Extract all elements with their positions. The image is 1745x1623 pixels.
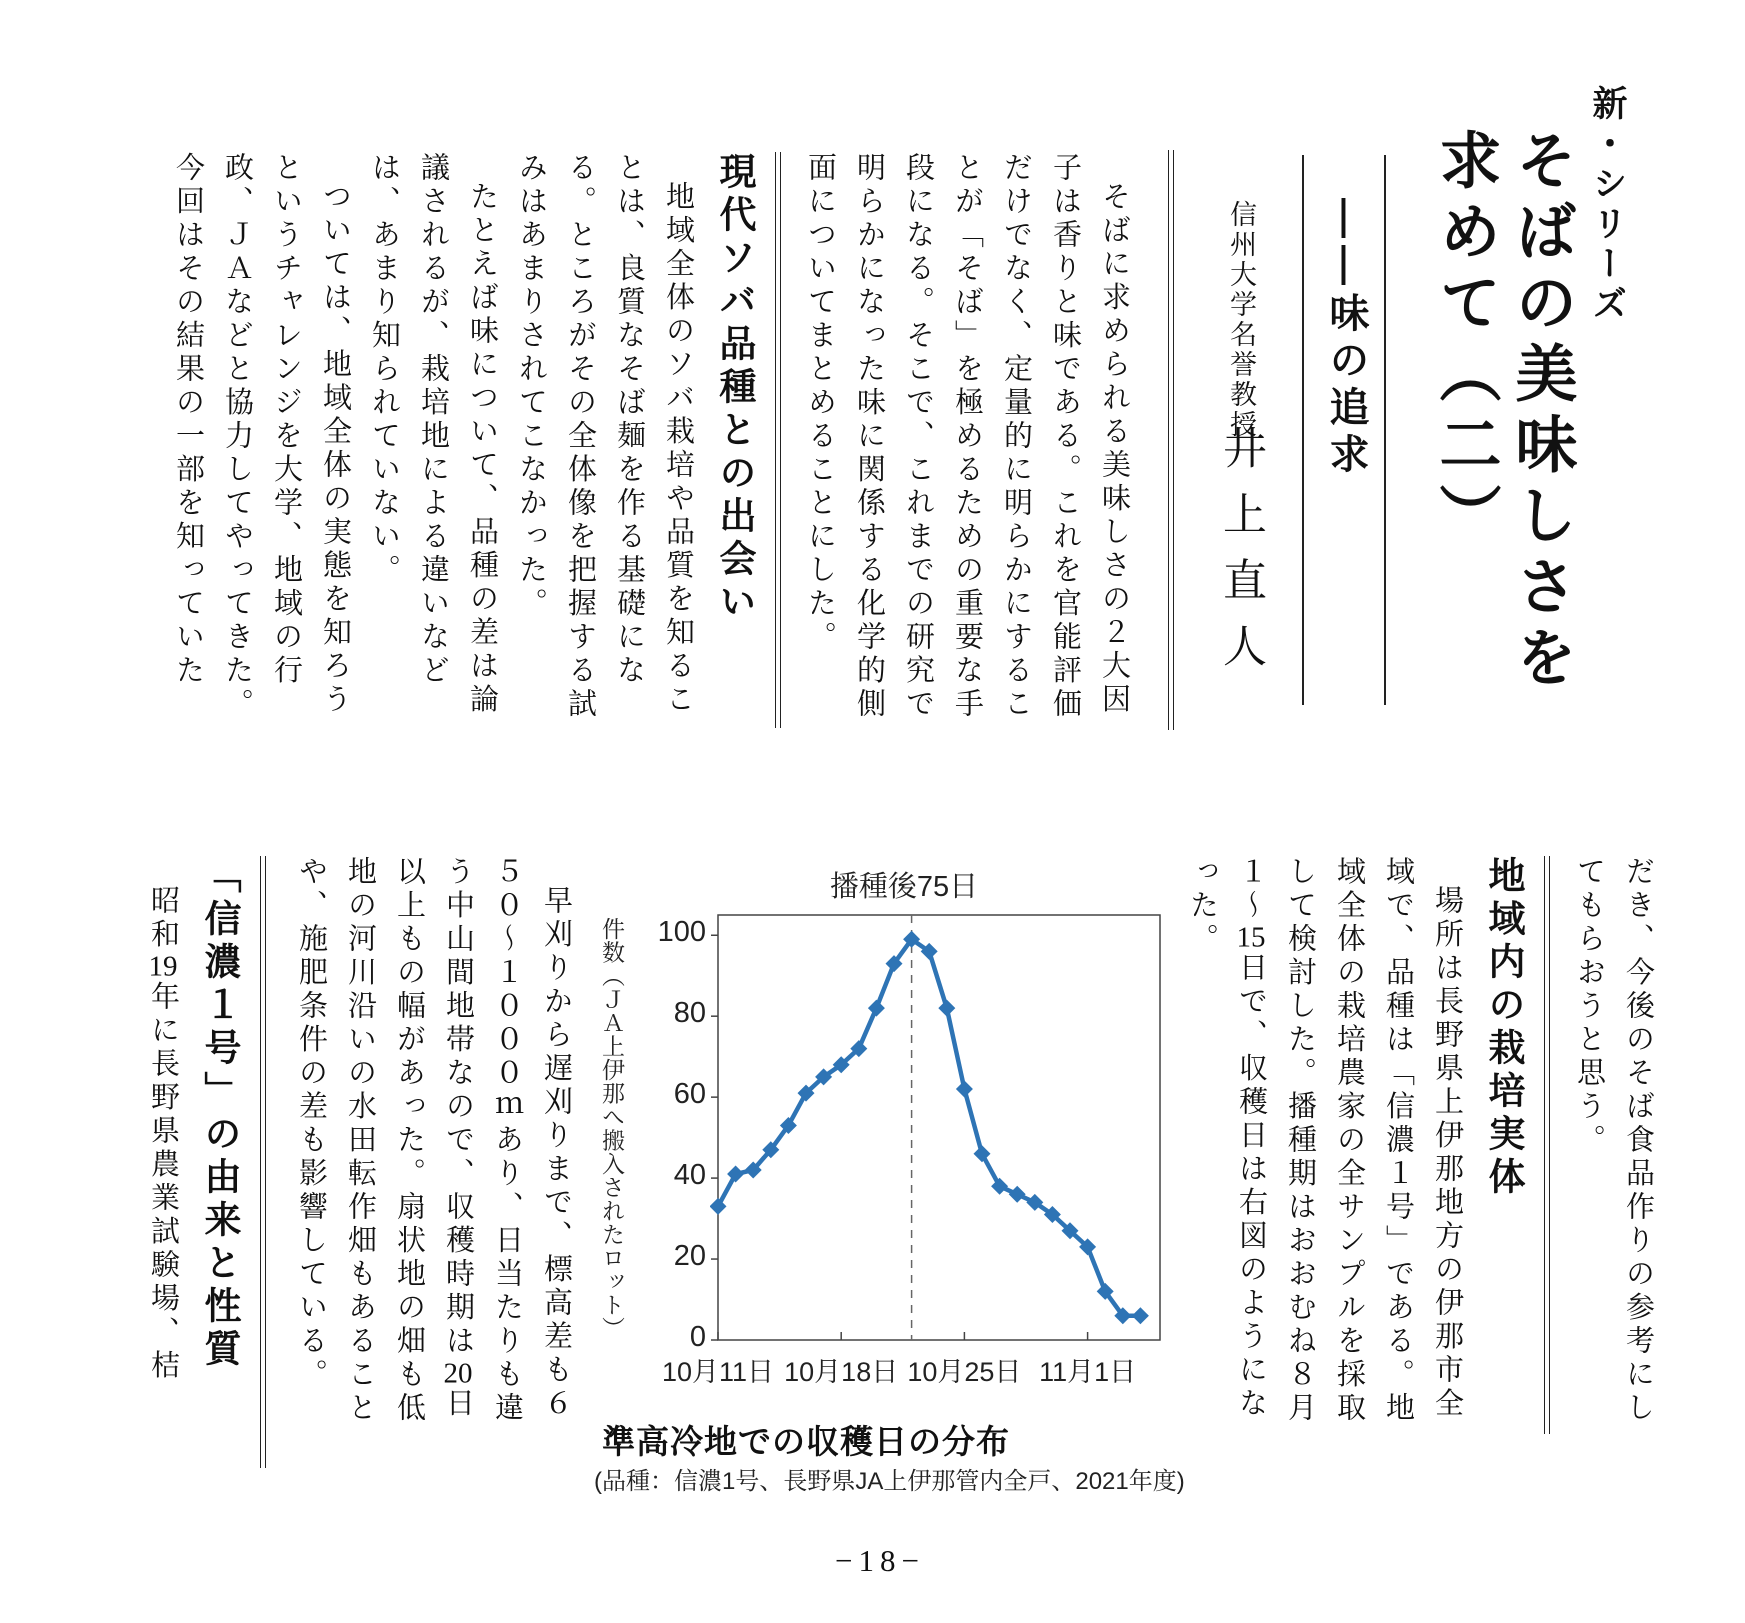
harvest-date-chart	[582, 860, 1194, 1520]
y-tick-label: 20	[673, 1240, 706, 1273]
data-point-marker	[710, 1198, 727, 1215]
section2-heading: 地域内の栽培実体	[1483, 856, 1524, 1200]
paragraph-continuation: だき、今後のそば食品作りの参考にしてもらおうと思う。	[1573, 856, 1654, 1426]
y-tick-label: 60	[673, 1078, 706, 1111]
paragraph: 場所は長野県上伊那地方の伊那市全域で、品種は「信濃１号」である。地域全体の栽培農家の全サンプルを採取して検討した。播種期はおおむね８月１〜15日で、収穫日は右図のようになった。	[1186, 856, 1463, 1426]
chart-y-axis-label: 件数（ＪＡ上伊那へ搬入されたロット）	[599, 917, 625, 1340]
article-subtitle: ――味の追求	[1324, 198, 1368, 480]
article-body-bottom-left	[88, 856, 280, 1468]
author-name: 井上直人	[1216, 425, 1265, 689]
paragraph: ついては、地域全体の実態を知ろうというチャレンジを大学、地域の行政、ＪＡなどと協力してやってきた。今回はその結果の一部を知っていた	[172, 152, 351, 722]
harvest-lots-line	[718, 939, 1140, 1315]
chart-caption: 準高冷地での収穫日の分布	[602, 1423, 1010, 1460]
section-divider	[1544, 856, 1550, 1434]
chart-plot-area	[710, 913, 1170, 1348]
page-number: −18−	[835, 1543, 925, 1578]
paragraph: 早刈りから遅刈りまで、標高差も６５０〜１０００ｍあり、日当たりも違う中山間地帯なので、収穫時期は20日以上もの幅があった。扇状地の畑も低地の河川沿いの水田転作畑もあることや、施肥条件の差も影響している。	[295, 856, 572, 1426]
section-divider	[260, 856, 266, 1468]
subtitle-rule-right	[1384, 155, 1386, 705]
article-title	[1426, 128, 1578, 718]
section3-heading: 「信濃１号」の由来と性質	[199, 856, 240, 1372]
subtitle-rule-left	[1302, 155, 1304, 705]
article-title-line2: 求めて（二）	[1430, 128, 1498, 554]
data-point-marker	[938, 1000, 955, 1017]
paragraph: たとえば味について、品種の差は論議されるが、栽培地による違いなどは、あまり知られていない。	[368, 152, 498, 717]
y-tick-label: 80	[673, 997, 706, 1030]
data-point-marker	[1132, 1307, 1149, 1324]
article-title-line1: そばの美味しさを	[1506, 128, 1574, 696]
data-point-marker	[727, 1166, 744, 1183]
y-tick-label: 40	[673, 1159, 706, 1192]
data-point-marker	[956, 1081, 973, 1098]
chart-caption-note: (品種：信濃1号、長野県JA上伊那管内全戸、2021年度)	[594, 1468, 1185, 1495]
masthead-body-divider	[1168, 150, 1174, 730]
data-point-marker	[991, 1178, 1008, 1195]
y-tick-label: 100	[657, 916, 706, 949]
x-tick-label: 11月1日	[1039, 1357, 1137, 1387]
chart-annotation-75days: 播種後75日	[829, 871, 979, 903]
article-body-bottom-right	[1172, 856, 1662, 1434]
data-point-marker	[1009, 1186, 1026, 1203]
x-tick-label: 10月18日	[784, 1357, 899, 1387]
data-point-marker	[868, 1000, 885, 1017]
series-label: 新・シリーズ	[1588, 85, 1627, 325]
section1-heading: 現代ソバ品種との出会い	[714, 152, 755, 625]
x-tick-label: 10月11日	[661, 1357, 775, 1387]
article-body-bottom-middle	[262, 856, 580, 1434]
y-tick-label: 0	[689, 1321, 706, 1353]
paragraph: 昭和19年に長野県農業試験場、桔	[147, 885, 179, 1383]
section-divider	[775, 152, 781, 728]
paragraph: 地域全体のソバ栽培や品質を知ることは、良質なそば麺を作る基礎になる。ところがその全体像を把握する試みはあまりされてこなかった。	[515, 152, 694, 722]
data-point-marker	[974, 1145, 991, 1162]
article-body-top	[138, 152, 1138, 728]
x-tick-label: 10月25日	[907, 1357, 1022, 1387]
paragraph-intro: そばに求められる美味しさの２大因子は香りと味である。これを官能評価だけでなく、定量的に明らかにすることが「そば」を極めるための重要な手段になる。そこで、これまでの研究で明らかになった味に関係する化学的側面についてまとめることにした。	[804, 152, 1130, 722]
author-affiliation: 信州大学名誉教授	[1226, 200, 1256, 440]
